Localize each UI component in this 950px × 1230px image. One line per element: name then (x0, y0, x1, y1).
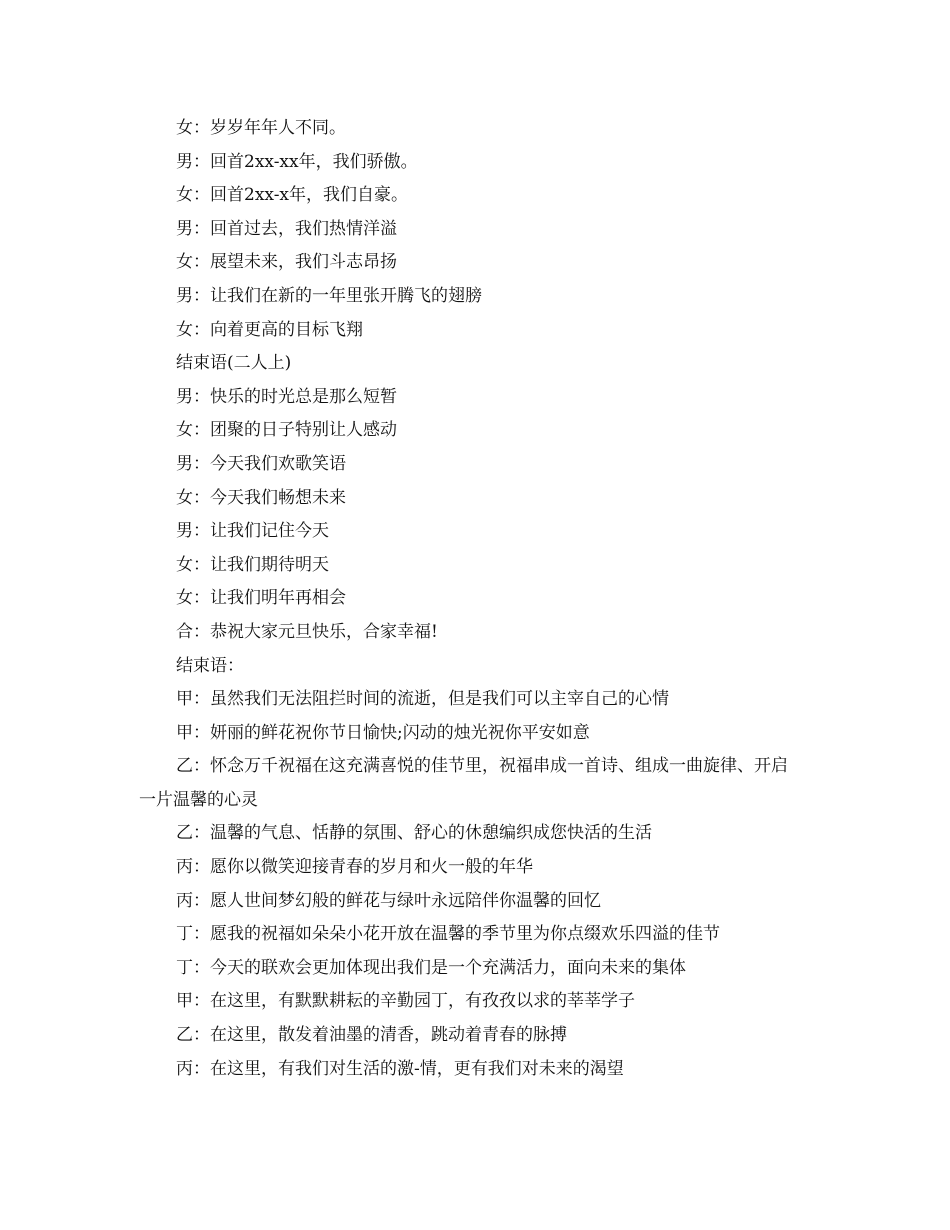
section-heading: 结束语(二人上) (176, 353, 292, 374)
text-line: 男：快乐的时光总是那么短暂 (176, 386, 397, 407)
text-line: 丁：今天的联欢会更加体现出我们是一个充满活力，面向未来的集体 (176, 957, 686, 978)
text-line: 丙：愿人世间梦幻般的鲜花与绿叶永远陪伴你温馨的回忆 (176, 890, 601, 911)
section-heading: 结束语： (176, 655, 244, 676)
text-line: 男：让我们在新的一年里张开腾飞的翅膀 (176, 285, 482, 306)
text-line: 丙：愿你以微笑迎接青春的岁月和火一般的年华 (176, 857, 533, 878)
text-line: 甲：在这里，有默默耕耘的辛勤园丁，有孜孜以求的莘莘学子 (176, 991, 635, 1012)
text-line: 女：让我们期待明天 (176, 554, 329, 575)
text-line: 女：岁岁年年人不同。 (176, 118, 346, 138)
wrapped-paragraph: 乙：怀念万千祝福在这充满喜悦的佳节里，祝福串成一首诗、组成一曲旋律、开启一片温馨的心灵 (139, 756, 788, 810)
text-line: 女：向着更高的目标飞翔 (176, 319, 363, 340)
text-line: 女：团聚的日子特别让人感动 (176, 420, 397, 441)
text-line: 男：今天我们欢歌笑语 (176, 453, 346, 474)
text-line: 丙：在这里，有我们对生活的激-情，更有我们对未来的渴望 (176, 1058, 624, 1079)
text-line: 男：回首2xx-xx年，我们骄傲。 (176, 151, 418, 172)
document-body (139, 112, 819, 1086)
text-line: 女：让我们明年再相会 (176, 588, 346, 609)
text-line: 甲：虽然我们无法阻拦时间的流逝，但是我们可以主宰自己的心情 (176, 689, 669, 710)
text-line: 丁：愿我的祝福如朵朵小花开放在温馨的季节里为你点缀欢乐四溢的佳节 (176, 924, 720, 945)
text-line: 甲：妍丽的鲜花祝你节日愉快;闪动的烛光祝你平安如意 (176, 722, 590, 743)
text-line: 合：恭祝大家元旦快乐，合家幸福! (176, 621, 438, 642)
text-line: 男：让我们记住今天 (176, 521, 329, 542)
text-line: 乙：温馨的气息、恬静的氛围、舒心的休憩编织成您快活的生活 (176, 823, 652, 844)
text-line: 乙：在这里，散发着油墨的清香，跳动着青春的脉搏 (176, 1025, 567, 1046)
text-line: 女：展望未来，我们斗志昂扬 (176, 252, 397, 273)
text-line: 女：回首2xx-x年，我们自豪。 (176, 185, 409, 206)
text-line: 女：今天我们畅想未来 (176, 487, 346, 508)
text-line: 男：回首过去，我们热情洋溢 (176, 218, 397, 239)
